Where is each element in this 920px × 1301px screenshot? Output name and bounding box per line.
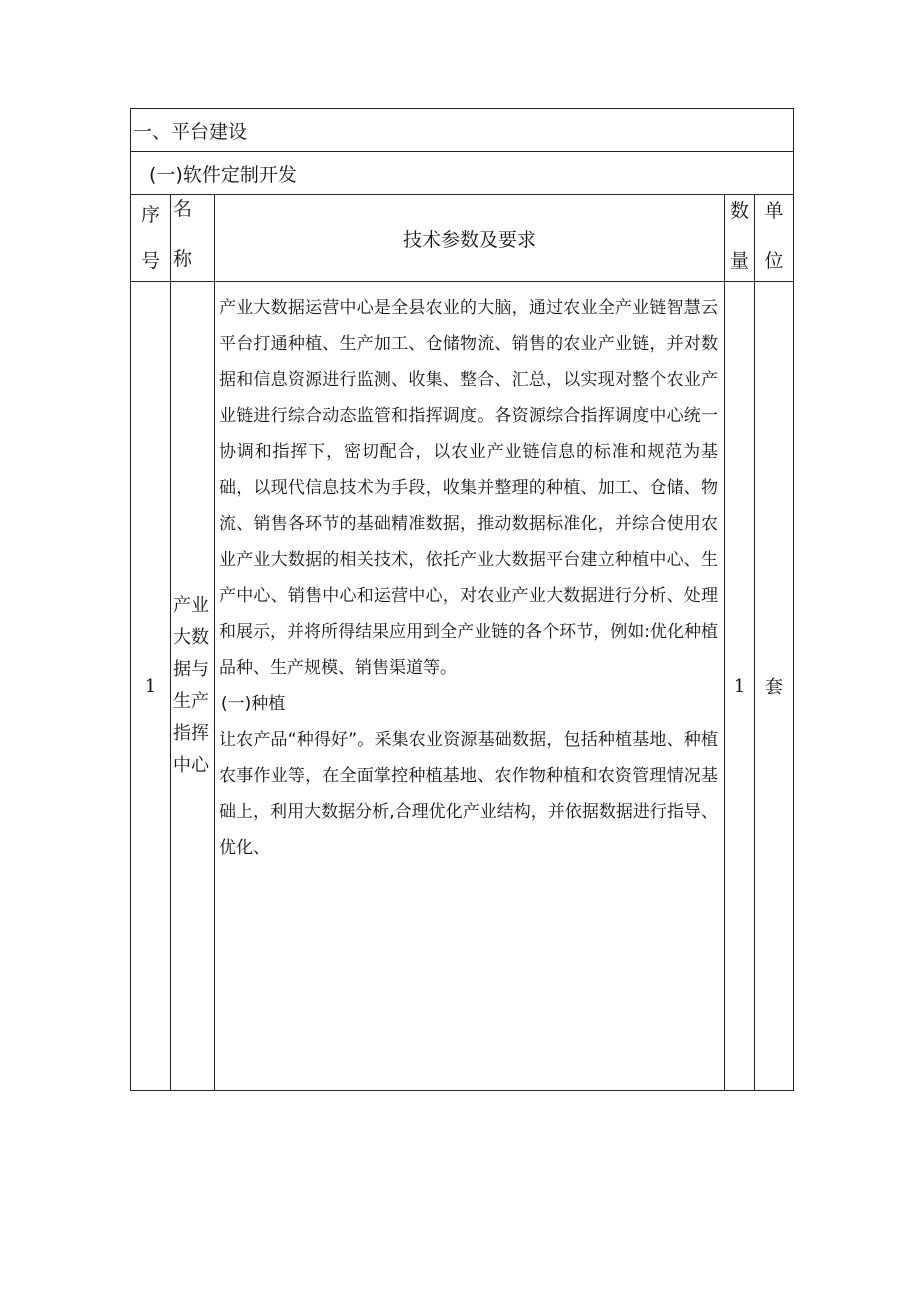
row-name-cell [171, 282, 215, 1091]
header-name [171, 195, 215, 282]
tech-item-heading: (一)种植 [221, 694, 286, 714]
header-tech-label: 技术参数及要求 [402, 228, 536, 251]
row-tech [215, 282, 725, 1091]
header-seq [131, 195, 171, 282]
header-qty-line2: 量 [729, 250, 749, 272]
header-unit-line2: 位 [764, 250, 784, 272]
subsection-row [131, 152, 794, 195]
tech-item-text: 让农产品“种得好”。采集农业资源基础数据，包括种植基地、种植农事作业等，在全面掌控种植基地、农作物种植和农资管理情况基础上，利用大数据分析,合理优化产业结构，并依据数据进行指导、优化、 [219, 730, 718, 858]
section-row [131, 109, 794, 152]
header-qty-line1: 数 [729, 200, 749, 222]
header-seq-line1: 序 [140, 204, 160, 226]
header-unit-line1: 单 [764, 200, 784, 222]
row-seq: 1 [131, 282, 171, 1091]
spec-table [130, 108, 794, 1091]
subsection-title: (一)软件定制开发 [149, 163, 297, 186]
section-title: 一、平台建设 [133, 120, 248, 143]
row-unit: 套 [755, 282, 794, 1091]
row-name: 产业大数据与生产指挥中心 [173, 595, 209, 776]
header-qty [725, 195, 755, 282]
table-row [131, 282, 794, 1091]
header-unit [755, 195, 794, 282]
header-row [131, 195, 794, 282]
header-name-line2: 称 [173, 248, 193, 270]
header-name-line1: 名 [173, 198, 193, 220]
tech-intro: 产业大数据运营中心是全县农业的大脑，通过农业全产业链智慧云平台打通种植、生产加工、仓储物流、销售的农业产业链，并对数据和信息资源进行监测、收集、整合、汇总，以实现对整个农业产业链进行综合动态监管和指挥调度。各资源综合指挥调度中心统一协调和指挥下，密切配合，以农业产业链信息的标准和规范为基础，以现代信息技术为手段，收集并整理的种植、加工、仓储、物流、销售各环节的基础精准数据，推动数据标准化，并综合使用农业产业大数据的相关技术，依托产业大数据平台建立种植中心、生产中心、销售中心和运营中心，对农业产业大数据进行分析、处理和展示，并将所得结果应用到全产业链的各个环节，例如:优化种植品种、生产规模、销售渠道等。 [219, 298, 718, 678]
header-tech [215, 195, 725, 282]
row-qty: 1 [725, 282, 755, 1091]
header-seq-line2: 号 [140, 250, 160, 272]
